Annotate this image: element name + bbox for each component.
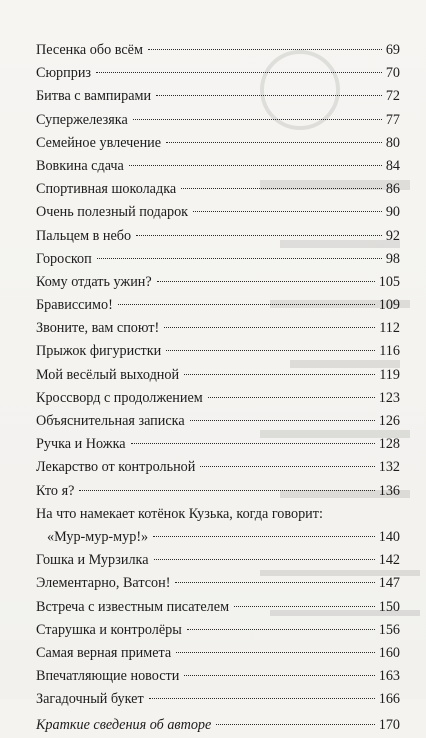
toc-entry: [36, 340, 400, 363]
toc-entry-page: 80: [385, 134, 400, 151]
dot-leader: [133, 119, 382, 120]
toc-entry-title: Самая верная примета: [36, 644, 172, 661]
toc-entry-page: 136: [378, 482, 400, 499]
toc-entry-title: Брависсимо!: [36, 297, 113, 314]
dot-leader: [184, 374, 375, 375]
dot-leader: [234, 606, 375, 607]
toc-entry-page: 86: [385, 181, 400, 198]
toc-entry-title: Краткие сведения об авторе: [36, 717, 212, 734]
toc-entry-about-author: [36, 714, 400, 737]
toc-entry: [36, 642, 400, 665]
toc-entry-page: 150: [378, 598, 400, 615]
toc-entry-title: Старушка и контролёры: [36, 621, 182, 638]
toc-entry-page: 126: [378, 413, 400, 429]
toc-entry: [36, 549, 400, 572]
toc-entry-title: Гошка и Мурзилка: [36, 552, 149, 569]
dot-leader: [176, 652, 375, 653]
dot-leader: [175, 582, 374, 583]
dot-leader: [153, 536, 375, 537]
toc-entry-title: Спортивная шоколадка: [36, 181, 177, 198]
toc-entry-title-continuation: «Мур-мур-мур!»: [47, 528, 149, 545]
dot-leader: [148, 49, 382, 50]
toc-entry-title: Загадочный букет: [36, 691, 144, 708]
toc-entry: [36, 619, 400, 642]
toc-entry: [36, 688, 400, 711]
toc-entry-title: Супержелезяка: [36, 111, 128, 128]
toc-entry: [36, 317, 400, 340]
toc-entry-page: 119: [379, 366, 400, 383]
toc-entry: [36, 85, 400, 108]
toc-entry-page: 109: [378, 297, 400, 314]
toc-entry-first-line: [36, 503, 400, 526]
dot-leader: [118, 304, 375, 305]
dot-leader: [96, 72, 382, 73]
dot-leader: [200, 466, 374, 467]
dot-leader: [166, 142, 382, 143]
toc-entry: [36, 294, 400, 317]
toc-entry-title: Гороскоп: [36, 250, 92, 267]
dot-leader: [131, 443, 375, 444]
dot-leader: [216, 724, 374, 725]
toc-entry: [36, 109, 400, 132]
toc-entry-page: 166: [378, 691, 400, 708]
toc-entry-title: Кто я?: [36, 482, 75, 499]
toc-entry: [36, 572, 400, 595]
toc-entry-title: Звоните, вам споют!: [36, 320, 160, 337]
toc-entry-title: Встреча с известным писателем: [36, 598, 230, 615]
dot-leader: [164, 327, 375, 328]
toc-entry-title: На что намекает котёнок Кузька, когда говорит:: [36, 505, 323, 522]
toc-entry-title: Пальцем в небо: [36, 227, 132, 244]
dot-leader: [129, 165, 382, 166]
dot-leader: [187, 629, 375, 630]
toc-entry: [36, 62, 400, 85]
toc-entry-title: Прыжок фигуристки: [36, 343, 162, 360]
toc-entry-page: 112: [379, 320, 400, 337]
toc-entry: [36, 155, 400, 178]
toc-entry-title: Очень полезный подарок: [36, 204, 189, 221]
dot-leader: [166, 350, 375, 351]
dot-leader: [156, 95, 382, 96]
dot-leader: [79, 490, 374, 491]
toc-entry-title: Объяснительная записка: [36, 413, 185, 429]
toc-entry-page: 163: [378, 668, 400, 685]
toc-entry-title: Битва с вампирами: [36, 88, 152, 105]
toc-entry-page: 156: [378, 621, 400, 638]
toc-entry: [36, 387, 400, 410]
toc-entry: [36, 248, 400, 271]
toc-entry: [36, 178, 400, 201]
toc-entry-page: 128: [378, 436, 400, 453]
toc-entry-title: Вовкина сдача: [36, 157, 124, 174]
toc-entry: [36, 433, 400, 456]
toc-entry: [36, 456, 400, 479]
toc-entry: [36, 364, 400, 387]
toc-entry-title: Сюрприз: [36, 65, 92, 82]
toc-entry: [36, 596, 400, 619]
toc-entry: [36, 39, 400, 62]
toc-entry-page: 116: [379, 343, 400, 360]
dot-leader: [184, 675, 374, 676]
toc-entry: [36, 480, 400, 503]
toc-entry-title: Ручка и Ножка: [36, 436, 126, 453]
table-of-contents: [36, 39, 400, 738]
toc-entry-page: 70: [385, 65, 400, 82]
toc-entry-page: 72: [385, 88, 400, 105]
toc-entry-title: Кроссворд с продолжением: [36, 389, 203, 406]
toc-entry-page: 132: [378, 459, 400, 476]
dot-leader: [208, 397, 375, 398]
toc-entry: [36, 410, 400, 433]
toc-entry-page: 98: [385, 250, 400, 267]
toc-entry-page: 69: [385, 42, 400, 58]
toc-entry-page: 92: [385, 227, 400, 244]
toc-entry-page: 147: [378, 575, 400, 592]
toc-entry-title: Мой весёлый выходной: [36, 366, 180, 383]
toc-entry: [36, 271, 400, 294]
toc-entry-title: Песенка обо всём: [36, 42, 143, 58]
dot-leader: [97, 258, 382, 259]
toc-entry-page: 170: [378, 717, 400, 734]
toc-entry-title: Впечатляющие новости: [36, 668, 180, 685]
toc-entry-title: Лекарство от контрольной: [36, 459, 196, 476]
toc-entry-title: Семейное увлечение: [36, 134, 162, 151]
toc-entry-page: 123: [378, 389, 400, 406]
toc-entry-continuation: [36, 526, 400, 549]
dot-leader: [154, 559, 375, 560]
toc-entry-page: 142: [378, 552, 400, 569]
toc-entry-page: 105: [378, 273, 400, 290]
toc-entry-page: 140: [378, 528, 400, 545]
dot-leader: [157, 281, 375, 282]
toc-entry-page: 90: [385, 204, 400, 221]
toc-entry: [36, 665, 400, 688]
toc-entry: [36, 132, 400, 155]
toc-entry: [36, 225, 400, 248]
dot-leader: [136, 235, 382, 236]
toc-entry: [36, 201, 400, 224]
toc-entry-title: Элементарно, Ватсон!: [36, 575, 171, 592]
dot-leader: [190, 420, 375, 421]
toc-entry-page: 84: [385, 157, 400, 174]
dot-leader: [181, 188, 382, 189]
toc-entry-title: Кому отдать ужин?: [36, 273, 152, 290]
toc-entry-page: 160: [378, 644, 400, 661]
dot-leader: [193, 211, 382, 212]
toc-entry-page: 77: [385, 111, 400, 128]
